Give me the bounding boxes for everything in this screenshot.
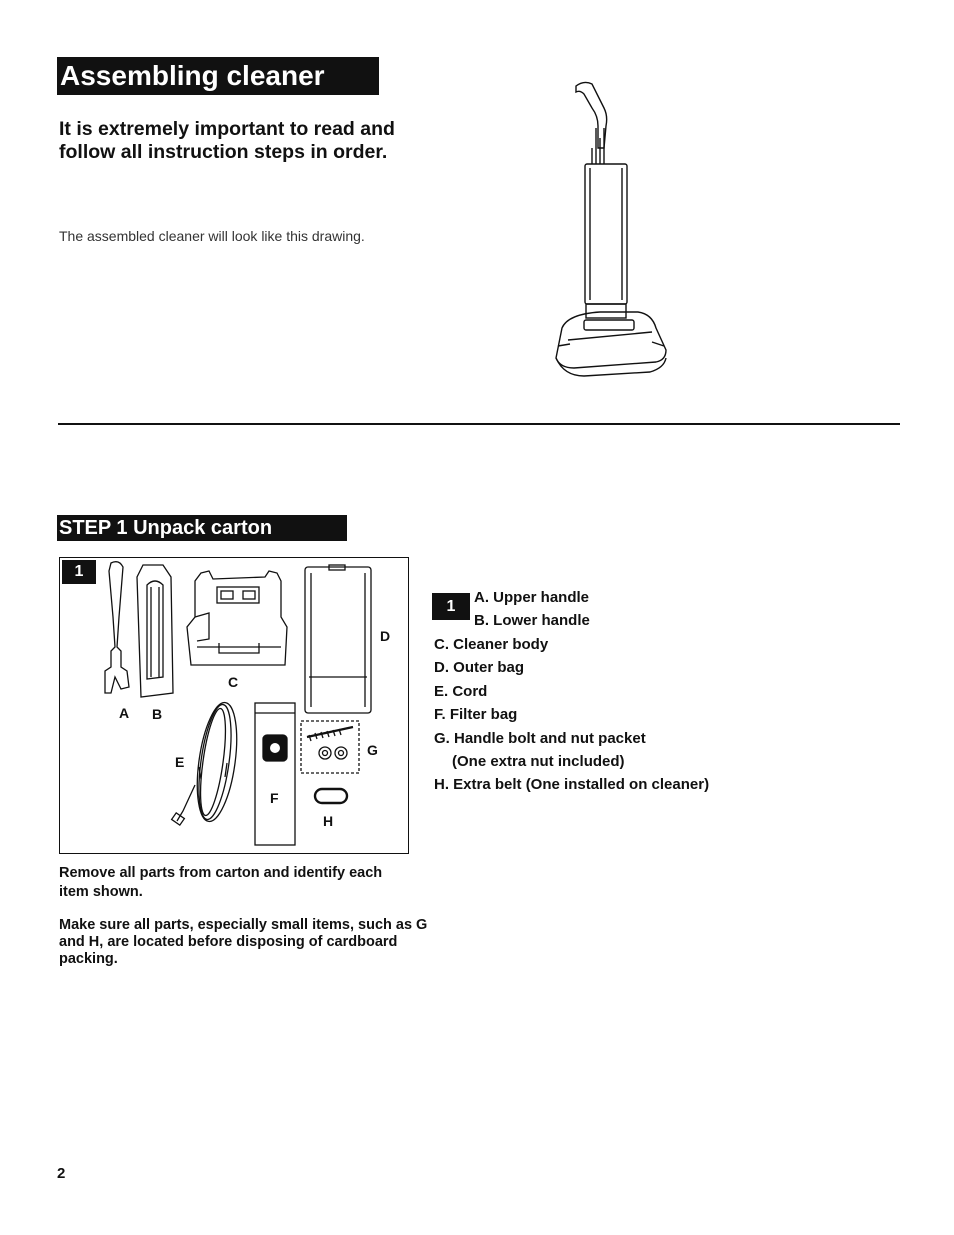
belt-part <box>315 789 347 803</box>
unpack-note <box>59 864 382 902</box>
notice-line-1: It is extremely important to read and <box>59 118 395 140</box>
small-items-note-line-1: Make sure all parts, especially small items, such as G <box>59 917 428 933</box>
label-h: H <box>323 813 334 829</box>
section-divider <box>58 423 900 425</box>
part-item-g-note: (One extra nut included) <box>452 753 625 771</box>
small-items-note-line-2: and H, are located before disposing of cardboard <box>59 934 398 950</box>
part-item-c: C. Cleaner body <box>434 636 549 653</box>
lower-handle-part <box>137 565 173 697</box>
part-item-g: G. Handle bolt and nut packet <box>434 729 646 747</box>
part-item-h: H. Extra belt (One installed on cleaner) <box>434 776 710 794</box>
label-b: B <box>152 706 163 722</box>
list-number-badge: 1 <box>432 593 470 620</box>
label-c: C <box>228 674 239 690</box>
parts-list <box>434 633 709 797</box>
page-number: 2 <box>57 1165 66 1182</box>
label-a: A <box>119 705 130 721</box>
unpack-note-line-2: item shown. <box>59 884 143 900</box>
drawing-caption: The assembled cleaner will look like this drawing. <box>59 228 365 244</box>
small-items-note-line-3: packing. <box>59 951 118 967</box>
parts-illustration <box>59 557 409 854</box>
part-item-f: F. Filter bag <box>434 706 518 724</box>
outer-bag-part <box>305 565 371 713</box>
unpack-note-line-1: Remove all parts from carton and identify each <box>59 865 383 881</box>
cleaner-body-part <box>187 571 287 665</box>
small-items-note <box>59 917 427 968</box>
label-f: F <box>270 790 279 806</box>
upper-handle-part <box>105 562 129 693</box>
parts-list-top <box>474 586 590 633</box>
part-item-e: E. Cord <box>434 682 488 700</box>
label-d: D <box>380 628 391 644</box>
label-e: E <box>175 754 185 770</box>
step-1-heading: STEP 1 Unpack carton <box>57 515 347 541</box>
assembled-cleaner-drawing <box>540 78 680 383</box>
part-item-d: D. Outer bag <box>434 659 525 677</box>
filter-bag-part <box>255 703 295 845</box>
figure-number-badge: 1 <box>62 560 96 584</box>
important-notice <box>59 118 519 164</box>
page-title: Assembling cleaner <box>57 57 379 95</box>
part-item-b: B. Lower handle <box>474 612 590 630</box>
part-item-a: A. Upper handle <box>474 589 590 606</box>
bolt-nut-packet-part <box>301 721 359 773</box>
notice-line-2: follow all instruction steps in order. <box>59 141 388 163</box>
label-g: G <box>367 742 378 758</box>
